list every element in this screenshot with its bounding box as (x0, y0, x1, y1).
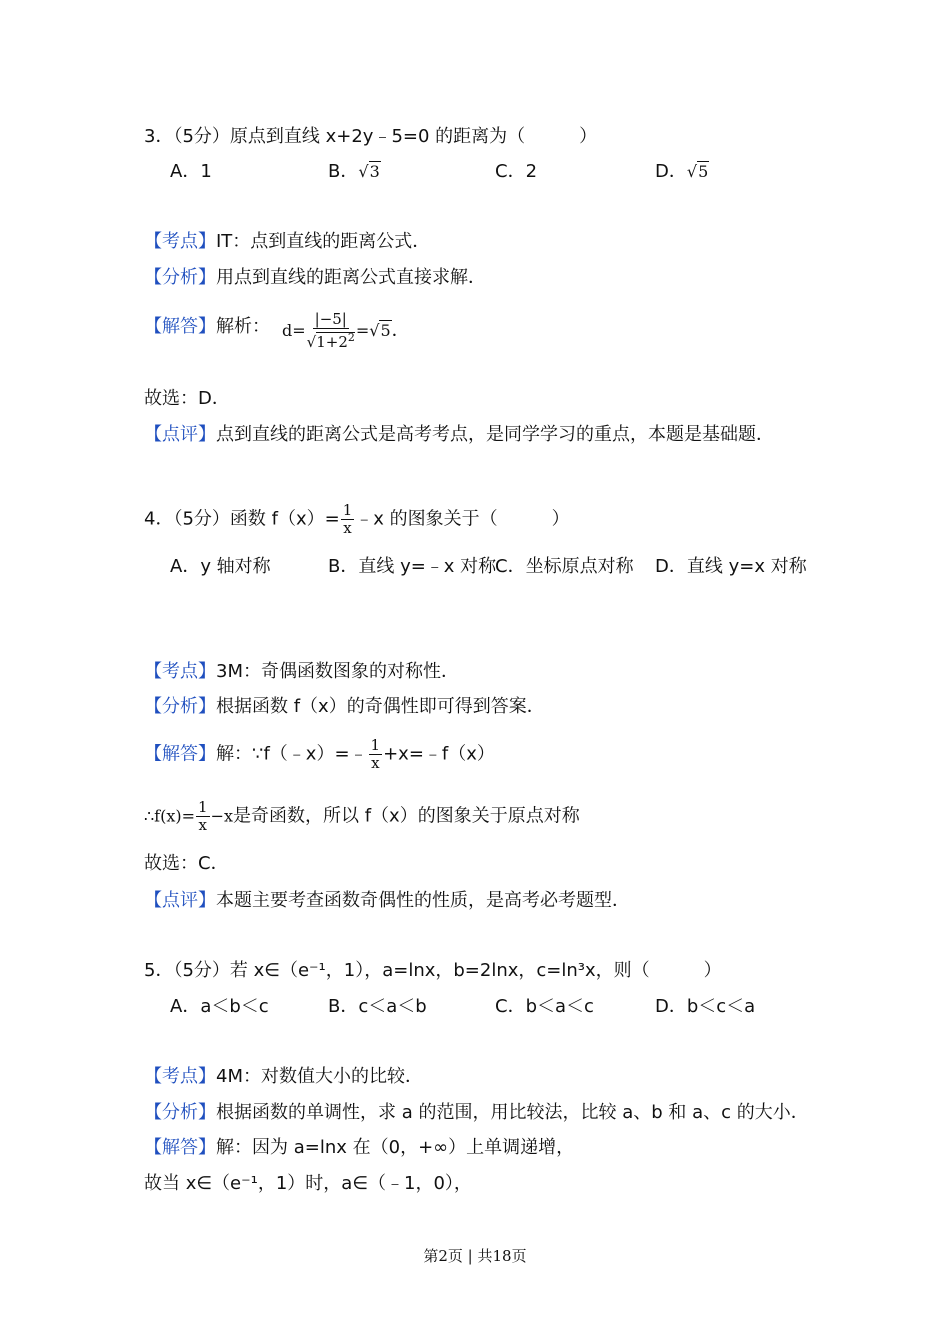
jieda-tag: 【解答】 (144, 743, 216, 765)
q5-option-d: D．b＜c＜a (655, 996, 756, 1017)
dianping-tag: 【点评】 (144, 890, 216, 911)
q4-option-a: A．y 轴对称 (170, 556, 271, 577)
q3-dianping (144, 423, 774, 447)
q3-guxuan: 故选：D． (144, 388, 230, 409)
q4-jieda-post: +x=﹣f（x） (383, 743, 495, 765)
q4-jieda-pre: 解：∵f（﹣x）=﹣ (216, 743, 368, 765)
q3-option-d-radicand: 5 (698, 162, 709, 181)
kaodian-tag: 【考点】 (144, 661, 216, 682)
q4-frac-den: x (343, 519, 352, 537)
formula-result-radicand: 5 (380, 321, 391, 340)
page-footer: 第2页 | 共18页 (423, 1247, 527, 1265)
q4-therefore-fraction (196, 800, 210, 833)
q3-option-b-label: B． (328, 161, 359, 182)
q4-option-b: B．直线 y=﹣x 对称 (328, 556, 497, 577)
q4-frac-num: 1 (342, 501, 353, 519)
q4-jieda (144, 738, 495, 771)
distance-fraction (307, 312, 355, 350)
q4-dianping (144, 889, 630, 913)
q3-option-c: C．2 (495, 161, 538, 182)
q4-therefore-post: 是奇函数，所以 f（x）的图象关于原点对称 (233, 805, 580, 827)
q3-jieda (144, 315, 270, 339)
dianping-tag: 【点评】 (144, 424, 216, 445)
q4-fenxi (144, 695, 545, 719)
q4-kaodian-text: 3M：奇偶函数图象的对称性． (216, 661, 459, 682)
jieda-tag: 【解答】 (144, 1137, 216, 1158)
q4-therefore (144, 800, 580, 833)
q4-dianping-text: 本题主要考查函数奇偶性的性质，是高考必考题型． (216, 890, 630, 911)
q5-jieda (144, 1136, 574, 1160)
q5-jieda-text: 解：因为 a=lnx 在（0，+∞）上单调递增， (216, 1137, 575, 1158)
q5-option-a: A．a＜b＜c (170, 996, 269, 1017)
q4-option-d: D．直线 y=x 对称 (655, 556, 807, 577)
fenxi-tag: 【分析】 (144, 267, 216, 288)
q4-therefore-frac-num: 1 (198, 798, 208, 816)
q5-fenxi (144, 1101, 809, 1125)
q5-kaodian (144, 1065, 423, 1089)
q5-jieda-line2: 故当 x∈（e⁻¹，1）时，a∈（﹣1，0）， (144, 1173, 472, 1194)
q3-option-d-label: D． (655, 161, 687, 182)
fenxi-tag: 【分析】 (144, 1102, 216, 1123)
formula-numerator: |−5| (314, 310, 347, 328)
formula-equals: = (355, 321, 370, 340)
q4-jieda-frac-num: 1 (370, 736, 381, 754)
sqrt-icon: √3 (358, 162, 380, 181)
q3-fenxi (144, 266, 486, 290)
q3-stem: 3．（5分）原点到直线 x+2y﹣5=0 的距离为（ ） (144, 126, 598, 147)
q5-option-b: B．c＜a＜b (328, 996, 427, 1017)
q5-kaodian-text: 4M：对数值大小的比较． (216, 1066, 423, 1087)
q4-therefore-pre: ∴f(x)= (144, 806, 196, 826)
q3-kaodian-text: IT：点到直线的距离公式． (216, 231, 431, 252)
q3-dianping-text: 点到直线的距离公式是高考考点，是同学学习的重点，本题是基础题． (216, 424, 774, 445)
q4-stem (144, 503, 570, 536)
formula-den-radicand: 1+2 (316, 333, 348, 351)
q3-option-d (655, 160, 709, 184)
q4-fenxi-text: 根据函数 f（x）的奇偶性即可得到答案． (216, 696, 545, 717)
q4-stem-post: ﹣x 的图象关于（ ） (355, 508, 570, 530)
q4-stem-pre: 4．（5分）函数 f（x）= (144, 508, 340, 530)
q3-option-a: A．1 (170, 161, 212, 182)
q3-fenxi-text: 用点到直线的距离公式直接求解． (216, 267, 486, 288)
formula-tail: ． (391, 320, 410, 341)
formula-den-exponent: 2 (347, 331, 355, 344)
q4-therefore-frac-den: x (198, 816, 208, 834)
q3-option-b-radicand: 3 (369, 162, 380, 181)
q3-formula (282, 312, 410, 350)
q4-kaodian (144, 660, 459, 684)
sqrt-icon: √5 (369, 321, 391, 340)
q4-jieda-frac-den: x (371, 754, 380, 772)
fenxi-tag: 【分析】 (144, 696, 216, 717)
q4-option-c: C．坐标原点对称 (495, 556, 634, 577)
q5-option-c: C．b＜a＜c (495, 996, 594, 1017)
formula-denominator: $√1+2^2$ (306, 331, 355, 351)
q5-stem: 5．（5分）若 x∈（e⁻¹，1），a=lnx，b=2lnx，c=ln³x，则（ ） (144, 960, 722, 981)
q4-therefore-mid: −x (210, 806, 233, 826)
q4-guxuan: 故选：C． (144, 853, 229, 874)
q3-jieda-text: 解析： (216, 316, 270, 337)
kaodian-tag: 【考点】 (144, 231, 216, 252)
q4-jieda-fraction (369, 738, 383, 771)
sqrt-icon: √5 (686, 162, 709, 181)
jieda-tag: 【解答】 (144, 316, 216, 337)
formula-d: d= (282, 321, 306, 340)
q5-fenxi-text: 根据函数的单调性，求 a 的范围，用比较法，比较 a、b 和 a、c 的大小． (216, 1102, 809, 1123)
q3-kaodian (144, 230, 430, 254)
q3-option-b (328, 160, 381, 184)
kaodian-tag: 【考点】 (144, 1066, 216, 1087)
q4-fraction (341, 503, 355, 536)
